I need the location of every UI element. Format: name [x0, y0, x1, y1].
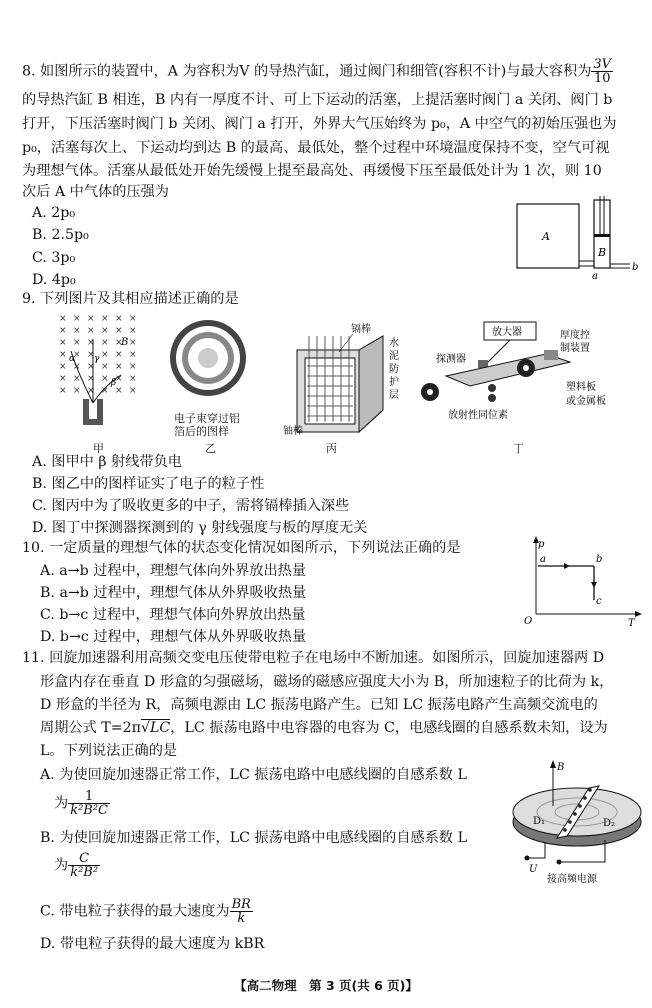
field-x-mark: ×	[101, 350, 109, 360]
q9-jia-label-gamma: γ	[94, 354, 100, 364]
q9-ding-label-amp: 放大器	[492, 327, 522, 338]
field-x-mark: ×	[59, 326, 67, 336]
field-x-mark: ×	[87, 386, 95, 396]
field-x-mark: ×	[59, 386, 67, 396]
field-x-mark: ×	[87, 326, 95, 336]
q8-option-c: C. 3p₀	[32, 250, 76, 266]
q11-line1: 11. 回旋加速器利用高频交变电压使带电粒子在电场中不断加速。如图所示，回旋加速器两 D	[22, 650, 605, 666]
q9-option-a: A. 图甲中 β 射线带负电	[32, 454, 182, 470]
q9-jia-label-alpha: α	[69, 354, 76, 364]
q8-figure	[512, 196, 644, 282]
field-x-mark: ×	[115, 338, 123, 348]
field-x-mark: ×	[59, 350, 67, 360]
q9-bing-label-wall5: 层	[389, 390, 399, 401]
q9-caption-ding: 丁	[513, 442, 524, 455]
q8-option-d: D. 4p₀	[32, 272, 76, 288]
q11-option-b: B. 为使回旋加速器正常工作，LC 振荡电路中电感线圈的自感系数 L	[40, 830, 468, 846]
field-x-mark: ×	[87, 374, 95, 384]
q10-label-o: O	[524, 616, 533, 627]
q11-terminal-2	[557, 860, 562, 865]
q10-option-d: D. b→c 过程中，理想气体从外界吸收热量	[40, 629, 307, 645]
particle-dot	[563, 828, 567, 832]
q9-bing-label-wall2: 泥	[389, 351, 399, 362]
field-x-mark: ×	[87, 362, 95, 372]
q10-label-b: b	[596, 554, 603, 565]
q9-figure-bing	[283, 322, 405, 440]
q11-label-src: 接高频电源	[547, 874, 597, 885]
q8-fraction: $\frac{3V}{10}$	[593, 57, 612, 86]
q9-figure-ding	[418, 320, 618, 430]
q8-line3: 打开，下压活塞时阀门 b 关闭、阀门 a 打开，外界大气压始终为 p₀，A 中空气的初始压强也为	[22, 116, 617, 132]
q11-label-b: B	[557, 762, 565, 773]
field-x-mark: ×	[73, 314, 81, 324]
q11-option-a: A. 为使回旋加速器正常工作，LC 振荡电路中电感线圈的自感系数 L	[40, 767, 467, 783]
field-x-mark: ×	[87, 314, 95, 324]
field-x-mark: ×	[101, 362, 109, 372]
q10-label-p: p	[538, 539, 545, 550]
particle-dot	[578, 804, 582, 808]
q9-ding-label-plate2: 或金属板	[566, 396, 606, 407]
q9-ding-label-thick1: 厚度控	[560, 330, 590, 341]
q8-line2: 的导热汽缸 B 相连，B 内有一厚度不计、可上下运动的活塞，上提活塞时阀门 a 关闭、阀门 b	[22, 92, 613, 108]
q9-option-c: C. 图丙中为了吸收更多的中子，需将镉棒插入深些	[32, 498, 350, 514]
q11-terminal-1	[525, 856, 530, 861]
field-x-mark: ×	[101, 314, 109, 324]
q9-option-d: D. 图丁中探测器探测到的 γ 射线强度与板的厚度无关	[32, 520, 368, 536]
field-x-mark: ×	[101, 326, 109, 336]
q8-piston	[594, 234, 610, 237]
field-x-mark: ×	[73, 326, 81, 336]
q10-option-a: A. a→b 过程中，理想气体向外界放出热量	[40, 563, 307, 579]
q9-ding-thickness-ctrl	[544, 350, 558, 360]
q10-label-c: c	[596, 596, 602, 607]
q8-line6: 次后 A 中气体的压强为	[22, 184, 169, 200]
q11-label-d2: D₂	[603, 818, 616, 829]
q9-ding-label-det: 探测器	[436, 354, 466, 365]
q11-line4: 周期公式 T=2π√LC，LC 振荡电路中电容器的电容为 C，电感线圈的自感系数未知，设为	[40, 720, 608, 736]
field-x-mark: ×	[73, 350, 81, 360]
q11-wire-left	[529, 842, 545, 858]
q11-line5: L。下列说法正确的是	[40, 743, 178, 759]
q8-label-valve-b: b	[632, 262, 639, 273]
field-x-mark: ×	[115, 362, 123, 372]
field-x-mark: ×	[115, 326, 123, 336]
q9-ding-label-thick2: 制装置	[560, 343, 590, 354]
field-x-mark: ×	[129, 314, 137, 324]
field-x-mark: ×	[115, 386, 123, 396]
q9-ding-source	[488, 384, 496, 392]
field-x-mark: ×	[129, 362, 137, 372]
q8-option-b: B. 2.5p₀	[32, 227, 89, 243]
q9-ding-label-src: 放射性同位素	[448, 410, 508, 421]
field-x-mark: ×	[129, 386, 137, 396]
q9-option-b: B. 图乙中的图样证实了电子的粒子性	[32, 476, 265, 492]
q8-label-a-big: A	[542, 230, 550, 243]
field-x-mark: ×	[101, 386, 109, 396]
field-x-mark: ×	[115, 350, 123, 360]
field-x-mark: ×	[73, 362, 81, 372]
field-x-mark: ×	[101, 374, 109, 384]
field-x-mark: ×	[59, 374, 67, 384]
field-x-mark: ×	[129, 326, 137, 336]
q10-option-b: B. a→b 过程中，理想气体从外界吸收热量	[40, 585, 307, 601]
q11-option-a-formula: 为 $\frac{1}{\text{k²B²C}}$	[54, 789, 109, 818]
q10-label-a: a	[540, 554, 546, 565]
q9-yi-caption-line1: 电子束穿过铝	[174, 412, 240, 425]
q11-option-d: D. 带电粒子获得的最大速度为 kBR	[40, 936, 265, 952]
q8-line1: 8. 如图所示的装置中，A 为容积为V 的导热汽缸，通过阀门和细管(容积不计)与最大容积为 $\frac{3V}{10}$	[22, 57, 612, 86]
particle-dot	[583, 796, 587, 800]
q9-yi-center	[198, 348, 218, 368]
q10-graph	[518, 536, 642, 628]
q11-label-u: U	[529, 864, 538, 875]
q8-label-b-big: B	[598, 246, 607, 259]
q11-figure	[505, 760, 645, 886]
particle-dot	[573, 812, 577, 816]
q9-jia-label-b: B	[121, 337, 129, 348]
q11-line3: D 形盒的半径为 R，高频电源由 LC 振荡电路产生。已知 LC 振荡电路产生高频交流电的	[40, 697, 598, 713]
field-x-mark: ×	[101, 338, 109, 348]
field-x-mark: ×	[73, 374, 81, 384]
q9-figure-yi	[166, 318, 256, 408]
field-x-mark: ×	[129, 374, 137, 384]
field-x-mark: ×	[115, 374, 123, 384]
q11-line2: 形盒内存在垂直 D 形盒的匀强磁场，磁场的磁感应强度大小为 B，所加速粒子的比荷为 k，	[40, 674, 614, 690]
q9-bing-core	[305, 358, 355, 424]
field-x-mark: ×	[129, 350, 137, 360]
particle-dot	[588, 788, 592, 792]
q9-caption-yi: 乙	[205, 442, 216, 455]
q8-label-valve-a: a	[592, 271, 598, 282]
q10-stem: 10. 一定质量的理想气体的状态变化情况如图所示，下列说法正确的是	[22, 540, 461, 556]
q11-label-d1: D₁	[533, 816, 546, 827]
field-x-mark: ×	[87, 350, 95, 360]
q9-caption-jia: 甲	[93, 442, 104, 455]
q8-option-a: A. 2p₀	[32, 205, 76, 221]
q8-line5: 为理想气体。活塞从最低处开始先缓慢上提至最高处、再缓慢下压至最低处计为 1 次，则 10	[22, 163, 602, 179]
q9-bing-label-wall4: 护	[389, 377, 399, 388]
field-x-mark: ×	[59, 362, 67, 372]
q9-yi-caption-line2: 箔后的图样	[174, 425, 229, 438]
field-x-mark: ×	[59, 314, 67, 324]
field-x-mark: ×	[73, 338, 81, 348]
field-x-mark: ×	[87, 338, 95, 348]
particle-dot	[568, 820, 572, 824]
q11-option-c: C. 带电粒子获得的最大速度为 $\frac{BR}{k}$	[40, 897, 251, 926]
page-footer: 【高二物理 第 3 页(共 6 页)】	[234, 978, 418, 993]
q9-jia-label-beta: β	[111, 378, 117, 388]
q9-caption-bing: 丙	[326, 442, 337, 455]
q9-stem: 9. 下列图片及其相应描述正确的是	[22, 291, 239, 307]
q9-ding-label-plate1: 塑料板	[566, 382, 596, 393]
field-x-mark: ×	[73, 386, 81, 396]
q8-line4: p₀，活塞每次上、下运动均到达 B 的最高、最低处，整个过程中环境温度保持不变，空气可视	[22, 140, 610, 156]
q9-bing-label-wall3: 防	[389, 364, 399, 375]
q9-bing-label-wall1: 水	[389, 338, 399, 349]
q9-bing-label-u: 铀棒	[283, 426, 303, 437]
q11-sqrt: √LC	[140, 720, 171, 736]
q10-label-t: T	[628, 618, 635, 628]
field-x-mark: ×	[59, 338, 67, 348]
field-x-mark: ×	[129, 338, 137, 348]
q9-figure-jia	[55, 311, 145, 439]
q9-bing-label-cd: 镉棒	[351, 324, 371, 335]
q10-option-c: C. b→c 过程中，理想气体向外界放出热量	[40, 607, 306, 623]
q11-option-b-formula: 为 $\frac{C}{\text{k²B²}}$	[54, 851, 99, 880]
field-x-mark: ×	[115, 314, 123, 324]
